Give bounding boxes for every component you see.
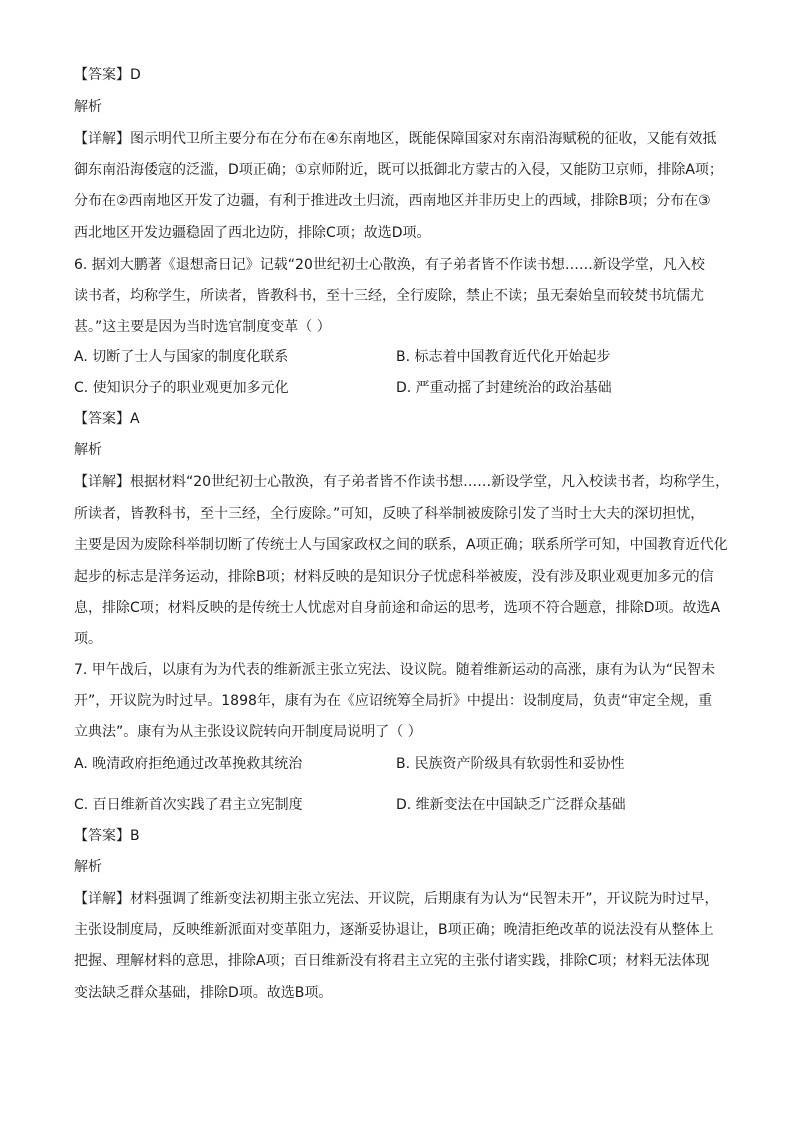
q5-detail-line-1: [74, 130, 717, 148]
answer-value: A: [130, 411, 140, 427]
answer-label: 【答案】: [74, 411, 130, 427]
detail-label: 【详解】: [74, 131, 130, 147]
q6-stem-line-1: 6. 据刘大鹏著《退想斋日记》记载“20世纪初士心散涣，有子弟者皆不作读书想……新设学堂，凡入校: [74, 257, 705, 273]
answer-value: D: [130, 67, 141, 83]
q5-detail-line-2: 御东南沿海倭寇的泛滥，D项正确；①京师附近，既可以抵御北方蒙古的入侵，又能防卫京师，排除A项；: [74, 162, 723, 178]
q7-detail-line-1: [74, 890, 719, 908]
q7-detail-line-3: 把握、理解材料的意思，排除A项；百日维新没有将君主立宪的主张付诸实践，排除C项；材料无法体现: [74, 953, 710, 969]
detail-text: 根据材料“20世纪初士心散涣，有子弟者皆不作读书想……新设学堂，凡入校读书者，均称学生，: [130, 474, 730, 490]
q7-stem-line-1: 7. 甲午战后，以康有为为代表的维新派主张立宪法、设议院。随着维新运动的高涨，康有为认为“民智未: [74, 662, 716, 678]
q6-detail-line-2: 所读者，皆教科书，至十三经，全行废除。”可知，反映了科举制被废除引发了当时士大夫的深切担忧，: [74, 506, 705, 522]
q6-detail-line-5: 息，排除C项；材料反映的是传统士人忧虑对自身前途和命运的思考，选项不符合题意，排除D项。故选A: [74, 600, 721, 616]
q7-answer: [74, 827, 140, 845]
q7-option-b: B. 民族资产阶级具有软弱性和妥协性: [396, 756, 625, 772]
q6-option-a: A. 切断了士人与国家的制度化联系: [74, 349, 289, 365]
q6-option-b: B. 标志着中国教育近代化开始起步: [396, 349, 611, 365]
answer-label: 【答案】: [74, 828, 130, 844]
q5-detail-line-4: 西北地区开发边疆稳固了西北边防，排除C项；故选D项。: [74, 225, 431, 241]
q7-detail-line-4: 变法缺乏群众基础，排除D项。故选B项。: [74, 985, 333, 1001]
answer-value: B: [130, 828, 140, 844]
q6-detail-line-3: 主要是因为废除科举制切断了传统士人与国家政权之间的联系，A项正确；联系所学可知，中国教育近代化: [74, 537, 728, 553]
q5-detail-line-3: 分布在②西南地区开发了边疆，有利于推进改土归流，西南地区并非历史上的西域，排除B项；分布在③: [74, 193, 711, 209]
q6-answer: [74, 410, 140, 428]
q7-stem-line-2: 开”，开议院为时过早。1898年，康有为在《应诏统筹全局折》中提出：设制度局，负责“审定全规，重: [74, 693, 713, 709]
q5-analysis-label: 解析: [74, 99, 102, 115]
detail-label: 【详解】: [74, 891, 130, 907]
q7-detail-line-2: 主张设制度局，反映维新派面对变革阻力，逐渐妥协退让，B项正确；晚清拒绝改革的说法没有从整体上: [74, 922, 714, 938]
q7-option-d: D. 维新变法在中国缺乏广泛群众基础: [396, 797, 626, 813]
q6-detail-line-1: [74, 473, 729, 491]
answer-label: 【答案】: [74, 67, 130, 83]
q7-stem-line-3: 立典法”。康有为从主张设议院转向开制度局说明了（ ）: [74, 724, 422, 740]
q7-option-c: C. 百日维新首次实践了君主立宪制度: [74, 797, 303, 813]
q6-option-d: D. 严重动摇了封建统治的政治基础: [396, 380, 612, 396]
detail-label: 【详解】: [74, 474, 130, 490]
q5-answer: [74, 66, 141, 84]
detail-text: 图示明代卫所主要分布在分布在④东南地区，既能保障国家对东南沿海赋税的征收，又能有效抵: [130, 131, 717, 147]
q6-detail-line-4: 起步的标志是洋务运动，排除B项；材料反映的是知识分子忧虑科举被废，没有涉及职业观更加多元的信: [74, 569, 714, 585]
q6-detail-line-6: 项。: [74, 631, 102, 647]
q7-option-a: A. 晚清政府拒绝通过改革挽救其统治: [74, 756, 303, 772]
q6-stem-line-3: 甚。”这主要是因为当时选官制度变革（ ）: [74, 319, 331, 335]
q6-stem-line-2: 读书者，均称学生，所读者，皆教科书，至十三经，全行废除，禁止不读；虽无秦始皇而较焚书坑儒尤: [74, 288, 704, 304]
detail-text: 材料强调了维新变法初期主张立宪法、开议院，后期康有为认为“民智未开”，开议院为时过早，: [130, 891, 719, 907]
q7-analysis-label: 解析: [74, 859, 102, 875]
q6-analysis-label: 解析: [74, 442, 102, 458]
q6-option-c: C. 使知识分子的职业观更加多元化: [74, 380, 289, 396]
